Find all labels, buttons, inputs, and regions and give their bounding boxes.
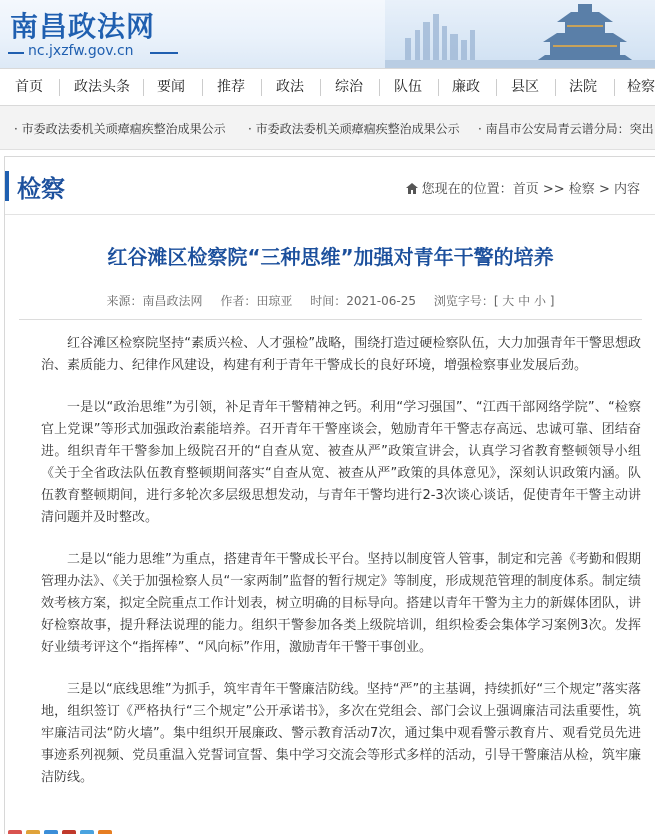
section-title: 检察 <box>17 175 65 203</box>
nav-item-districts[interactable]: 县区 <box>511 79 539 95</box>
nav-separator <box>555 79 556 96</box>
nav-item-home[interactable]: 首页 <box>15 79 43 95</box>
nav-separator <box>59 79 60 96</box>
article-paragraph: 三是以“底线思维”为抓手，筑牢青年干警廉洁防线。坚持“严”的主基调，持续抓好“三个规定”落实落地，组织签订《严格执行“三个规定”公开承诺书》，多次在党组会、部门会议上强调廉洁司法重要性，筑牢廉洁司法“防火墙”。集中组织开展廉政、警示教育活动7次，通过集中观看警示教育片、观看党员先进事迹系列视频、党员重温入党誓词宣誓、集中学习交流会等形式多样的活动，引导干警廉洁从检，筑牢廉洁防线。 <box>41 682 641 785</box>
nav-separator <box>379 79 380 96</box>
breadcrumb-separator: > <box>598 182 610 197</box>
nav-item-comprehensive[interactable]: 综治 <box>335 79 363 95</box>
nav-separator <box>143 79 144 96</box>
article-meta <box>5 292 655 309</box>
nav-separator <box>438 79 439 96</box>
ticker-item[interactable]: · 南昌市公安局青云谱分局：突出 <box>478 122 654 136</box>
nav-item-procuratorate[interactable]: 检察 <box>627 79 655 95</box>
breadcrumb-section-link[interactable]: 检察 <box>568 182 595 197</box>
section-header <box>5 157 655 215</box>
nav-separator <box>496 79 497 96</box>
site-header <box>0 0 655 68</box>
nav-item-politics-law[interactable]: 政法 <box>276 79 304 95</box>
ticker-item[interactable]: · 市委政法委机关顽瘴痼疾整治成果公示 <box>248 122 460 136</box>
article-paragraph: 红谷滩区检察院坚持“素质兴检、人才强检”战略，围绕打造过硬检察队伍，大力加强青年干警思想政治、素质能力、纪律作风建设，构建有利于青年干警成长的良好环境，增强检察事业发展后劲。 <box>41 336 641 373</box>
nav-item-court[interactable]: 法院 <box>569 79 597 95</box>
article-paragraph: 一是以“政治思维”为引领，补足青年干警精神之钙。利用“学习强国”、“江西干部网络学院”、“检察官上党课”等形式加强政治素能培养。召开青年干警座谈会，勉励青年干警志存高远、忠诚可靠、团结奋进。组织青年干警参加上级院召开的“自查从宽、被查从严”政策宣讲会，认真学习省教育整顿领导小组《关于全省政法队伍教育整顿期间落实“自查从宽、被查从严”政策的具体意见》，深刻认识政策内涵。队伍教育整顿期间，进行多轮次多层级思想发动，与青年干警均进行2-3次谈心谈话，促使青年干警主动讲清问题并及时整改。 <box>41 400 641 525</box>
breadcrumb-separator: >> <box>542 182 565 197</box>
nav-separator <box>261 79 262 96</box>
nav-separator <box>614 79 615 96</box>
article-title: 红谷滩区检察院“三种思维”加强对青年干警的培养 <box>107 245 554 269</box>
article-body <box>41 333 641 809</box>
share-icon[interactable] <box>98 830 112 834</box>
breadcrumb-current: 内容 <box>613 182 640 197</box>
nav-separator <box>202 79 203 96</box>
article-paragraph: 二是以“能力思维”为重点，搭建青年干警成长平台。坚持以制度管人管事，制定和完善《考勤和假期管理办法》、《关于加强检察人员“一家两制”监督的暂行规定》等制度，形成规范管理的制度体系。制定绩效考核方案，拟定全院重点工作计划表，树立明确的目标导向。搭建以青年干警为主力的新媒体团队，讲好检察故事，提升释法说理的能力。组织干警参加各类上级院培训，组织检委会集体学习案例3次。发挥好业绩考评这个“指挥棒”、“风向标”作用，激励青年干警干事创业。 <box>41 552 641 655</box>
site-logo-title[interactable]: 南昌政法网 <box>10 10 156 43</box>
ticker-item[interactable]: · 市委政法委机关顽瘴痼疾整治成果公示 <box>14 122 226 136</box>
nav-item-news[interactable]: 要闻 <box>157 79 185 95</box>
section-accent-bar <box>5 171 9 201</box>
share-icon[interactable] <box>62 830 76 834</box>
nav-item-integrity[interactable]: 廉政 <box>452 79 480 95</box>
article-container <box>4 156 655 834</box>
article-time: 时间：2021-06-25 <box>310 294 416 308</box>
main-nav <box>0 68 655 106</box>
site-url: nc.jxzfw.gov.cn <box>28 43 134 59</box>
city-skyline-image <box>385 0 655 68</box>
news-ticker <box>0 106 655 150</box>
nav-separator <box>320 79 321 96</box>
share-icon[interactable] <box>80 830 94 834</box>
nav-item-recommend[interactable]: 推荐 <box>217 79 245 95</box>
home-icon <box>406 183 418 194</box>
breadcrumb-home-link[interactable]: 首页 <box>512 182 539 197</box>
breadcrumb-prefix: 您现在的位置： <box>421 182 513 197</box>
share-icon[interactable] <box>8 830 22 834</box>
logo-divider-right <box>150 52 178 54</box>
nav-item-headlines[interactable]: 政法头条 <box>74 79 130 95</box>
breadcrumb <box>406 178 640 197</box>
nav-item-team[interactable]: 队伍 <box>394 79 422 95</box>
logo-divider-left <box>8 52 24 54</box>
font-size-control[interactable]: 浏览字号：[ 大 中 小 ] <box>433 294 555 308</box>
title-divider <box>19 319 642 320</box>
article-source: 来源：南昌政法网 <box>106 294 203 308</box>
article-author: 作者：田琼亚 <box>220 294 293 308</box>
share-icon[interactable] <box>26 830 40 834</box>
share-icon[interactable] <box>44 830 58 834</box>
